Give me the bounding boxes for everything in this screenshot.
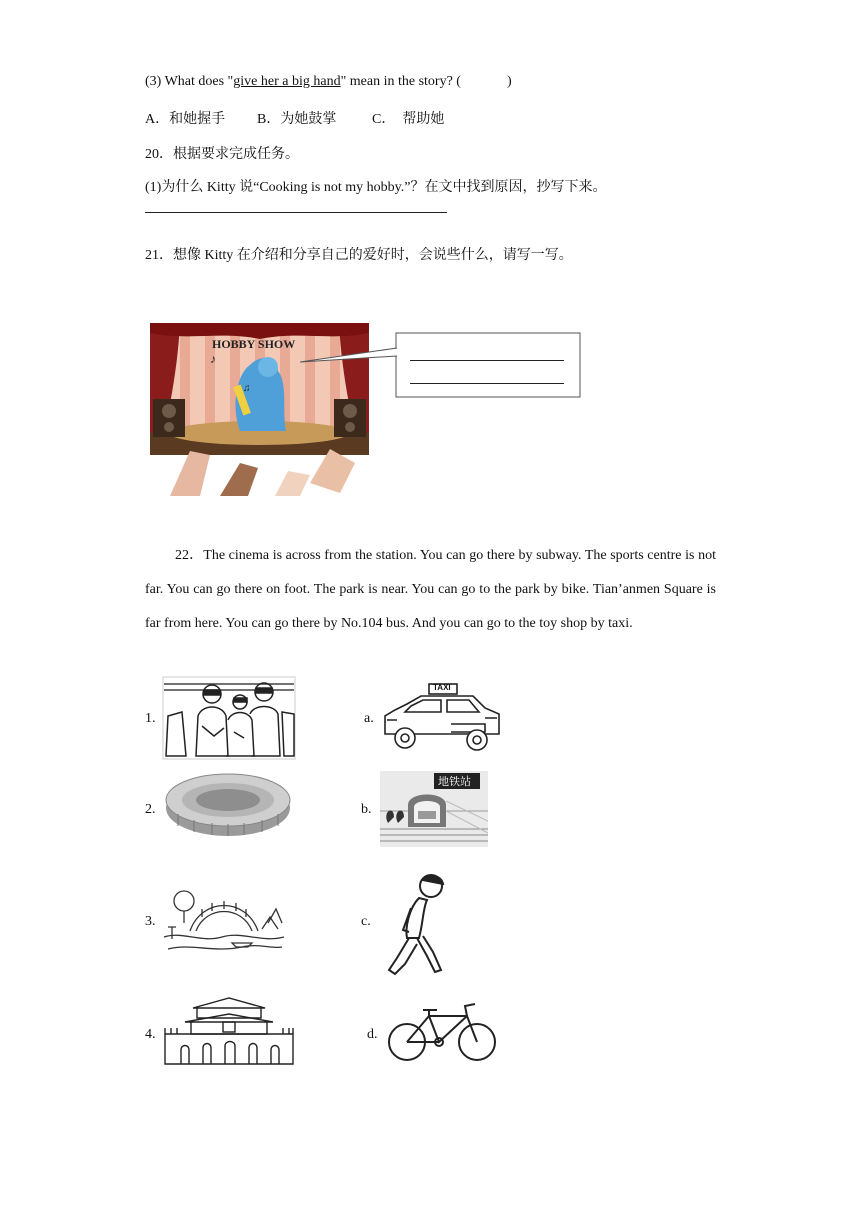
svg-text:♪: ♪ [210,352,216,366]
subway-station-icon [380,771,488,852]
q19-sub3-suffix: " mean in the story? ( [340,74,461,89]
subway-sign: 地铁站 [438,776,471,788]
taxi-sign: TAXI [433,683,451,692]
bicycle-icon [385,1002,501,1071]
cinema-audience-icon [162,676,296,765]
q22-passage-text: 22．The cinema is across from the station. You can go there by subway. The sports centre is not far. You can go there on foot. The park is near. You can go to the park by bike. Tian’anmen Square is far from here. You can go there by No.104 bus. And you can go to the toy shop by taxi. [145,548,716,631]
q19-option-c[interactable]: C． 帮助她 [372,112,445,127]
q19-underlined-phrase: give her a big hand [233,74,341,89]
taxi-icon [381,682,503,761]
right-label-b: b. [361,802,372,817]
park-bridge-icon [162,883,286,962]
q19-option-a[interactable]: A．和她握手 [145,112,226,127]
left-label-1: 1. [145,711,156,726]
q22-passage [145,539,716,641]
q20-answer-line[interactable] [145,212,447,213]
right-label-d: d. [367,1027,378,1042]
right-label-a: a. [364,711,374,726]
q19-sub3-prefix: (3) What does " [145,74,234,89]
left-label-2: 2. [145,802,156,817]
q20-sub1: (1)为什么 Kitty 说“Cooking is not my hobby.”？在文中找到原因，抄写下来。 [145,180,607,195]
svg-text:♫: ♫ [243,383,251,394]
q19-sub3-close: ) [506,74,512,89]
right-label-c: c. [361,914,371,929]
q21-title: 21．想像 Kitty 在介绍和分享自己的爱好时，会说些什么，请写一写。 [145,248,573,263]
q21-answer-line-2[interactable] [410,383,564,384]
left-label-3: 3. [145,914,156,929]
q19-sub3 [145,74,512,90]
walking-person-icon [387,872,451,983]
q19-option-b[interactable]: B．为她鼓掌 [257,112,337,127]
q21-answer-line-1[interactable] [410,360,564,361]
stadium-icon [164,770,292,843]
hobby-show-banner: HOBBY SHOW [212,337,296,351]
q20-title: 20．根据要求完成任务。 [145,147,299,162]
tiananmen-icon [163,996,295,1071]
left-label-4: 4. [145,1027,156,1042]
speech-bubble [300,332,584,402]
